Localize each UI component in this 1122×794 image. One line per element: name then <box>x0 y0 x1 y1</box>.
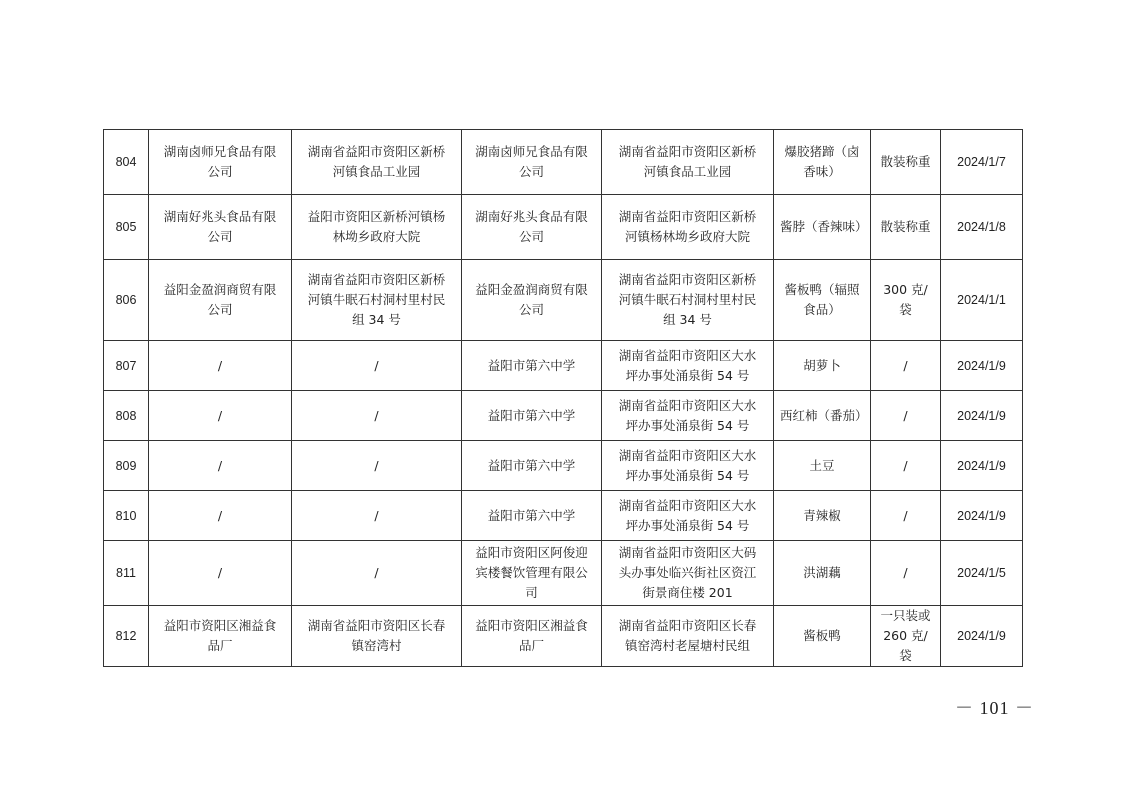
seller-name: 益阳市第六中学 <box>462 441 602 491</box>
table-row <box>104 260 1023 341</box>
seller-address: 湖南省益阳市资阳区大水 坪办事处涌泉街 54 号 <box>602 391 774 441</box>
product-name: 西红柿（番茄） <box>774 391 871 441</box>
sampling-table <box>103 129 1023 667</box>
producer-address: 益阳市资阳区新桥河镇杨 林坳乡政府大院 <box>292 195 462 260</box>
producer-name: 湖南卤师兄食品有限 公司 <box>149 130 292 195</box>
producer-address: / <box>292 541 462 606</box>
seller-address: 湖南省益阳市资阳区新桥 河镇杨林坳乡政府大院 <box>602 195 774 260</box>
seller-name: 益阳市资阳区湘益食 品厂 <box>462 606 602 667</box>
product-spec: 散装称重 <box>871 195 941 260</box>
product-name: 青辣椒 <box>774 491 871 541</box>
row-number: 811 <box>104 541 149 606</box>
product-name: 土豆 <box>774 441 871 491</box>
table-row <box>104 541 1023 606</box>
seller-name: 益阳市第六中学 <box>462 341 602 391</box>
producer-name: / <box>149 541 292 606</box>
producer-address: 湖南省益阳市资阳区新桥 河镇食品工业园 <box>292 130 462 195</box>
producer-name: 益阳金盈润商贸有限 公司 <box>149 260 292 341</box>
producer-address: / <box>292 391 462 441</box>
product-spec: / <box>871 491 941 541</box>
production-date: 2024/1/1 <box>941 260 1023 341</box>
product-spec: 散装称重 <box>871 130 941 195</box>
row-number: 810 <box>104 491 149 541</box>
production-date: 2024/1/8 <box>941 195 1023 260</box>
table-row <box>104 130 1023 195</box>
table-row <box>104 606 1023 667</box>
product-name: 酱脖（香辣味） <box>774 195 871 260</box>
seller-name: 湖南好兆头食品有限 公司 <box>462 195 602 260</box>
seller-name: 益阳金盈润商贸有限 公司 <box>462 260 602 341</box>
product-spec: / <box>871 441 941 491</box>
product-name: 酱板鸭 <box>774 606 871 667</box>
seller-name: 益阳市第六中学 <box>462 391 602 441</box>
production-date: 2024/1/9 <box>941 441 1023 491</box>
table-row <box>104 391 1023 441</box>
seller-address: 湖南省益阳市资阳区大水 坪办事处涌泉街 54 号 <box>602 341 774 391</box>
seller-address: 湖南省益阳市资阳区大码 头办事处临兴街社区资江 街景商住楼 201 <box>602 541 774 606</box>
seller-address: 湖南省益阳市资阳区长春 镇窑湾村老屋塘村民组 <box>602 606 774 667</box>
seller-address: 湖南省益阳市资阳区大水 坪办事处涌泉街 54 号 <box>602 491 774 541</box>
producer-name: / <box>149 391 292 441</box>
product-name: 酱板鸭（辐照 食品） <box>774 260 871 341</box>
product-spec: / <box>871 391 941 441</box>
producer-name: / <box>149 441 292 491</box>
producer-address: 湖南省益阳市资阳区长春 镇窑湾村 <box>292 606 462 667</box>
seller-address: 湖南省益阳市资阳区大水 坪办事处涌泉街 54 号 <box>602 441 774 491</box>
seller-address: 湖南省益阳市资阳区新桥 河镇牛眠石村洞村里村民 组 34 号 <box>602 260 774 341</box>
producer-name: / <box>149 491 292 541</box>
producer-address: / <box>292 341 462 391</box>
production-date: 2024/1/9 <box>941 606 1023 667</box>
row-number: 809 <box>104 441 149 491</box>
producer-name: 湖南好兆头食品有限 公司 <box>149 195 292 260</box>
production-date: 2024/1/7 <box>941 130 1023 195</box>
seller-name: 益阳市资阳区阿俊迎 宾楼餐饮管理有限公 司 <box>462 541 602 606</box>
producer-name: / <box>149 341 292 391</box>
table-row <box>104 341 1023 391</box>
production-date: 2024/1/9 <box>941 341 1023 391</box>
production-date: 2024/1/5 <box>941 541 1023 606</box>
product-spec: / <box>871 541 941 606</box>
producer-address: / <box>292 491 462 541</box>
row-number: 808 <box>104 391 149 441</box>
page-number: － 101 － <box>955 698 1034 718</box>
product-spec: 一只装或 260 克/袋 <box>871 606 941 667</box>
product-name: 洪湖藕 <box>774 541 871 606</box>
row-number: 805 <box>104 195 149 260</box>
product-name: 胡萝卜 <box>774 341 871 391</box>
producer-address: / <box>292 441 462 491</box>
row-number: 812 <box>104 606 149 667</box>
product-name: 爆胶猪蹄（卤 香味） <box>774 130 871 195</box>
seller-name: 湖南卤师兄食品有限 公司 <box>462 130 602 195</box>
producer-address: 湖南省益阳市资阳区新桥 河镇牛眠石村洞村里村民 组 34 号 <box>292 260 462 341</box>
production-date: 2024/1/9 <box>941 491 1023 541</box>
table-row <box>104 195 1023 260</box>
row-number: 804 <box>104 130 149 195</box>
seller-name: 益阳市第六中学 <box>462 491 602 541</box>
product-spec: / <box>871 341 941 391</box>
producer-name: 益阳市资阳区湘益食 品厂 <box>149 606 292 667</box>
table-row <box>104 441 1023 491</box>
production-date: 2024/1/9 <box>941 391 1023 441</box>
seller-address: 湖南省益阳市资阳区新桥 河镇食品工业园 <box>602 130 774 195</box>
row-number: 806 <box>104 260 149 341</box>
row-number: 807 <box>104 341 149 391</box>
table-row <box>104 491 1023 541</box>
product-spec: 300 克/袋 <box>871 260 941 341</box>
